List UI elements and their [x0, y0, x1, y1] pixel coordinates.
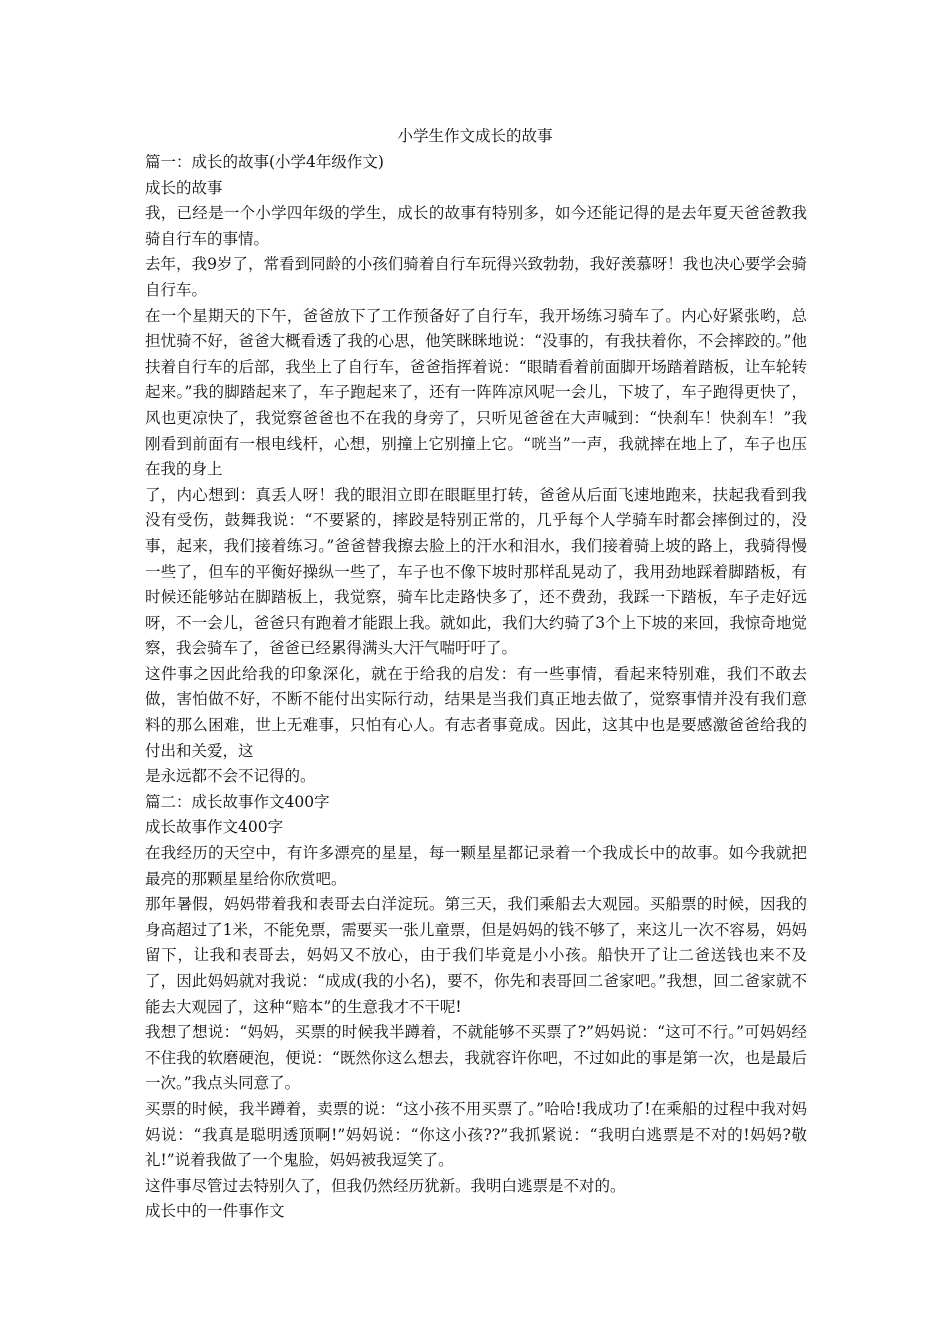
paragraph: 我，已经是一个小学四年级的学生，成长的故事有特别多，如今还能记得的是去年夏天爸爸教我骑自行车的事情。: [145, 204, 807, 248]
paragraph: 我想了想说：“妈妈，买票的时候我半蹲着，不就能够不买票了?”妈妈说：“这可不行。”可妈妈经不住我的软磨硬泡，便说：“既然你这么想去，我就容许你吧，不过如此的事是第一次，也是最后一次。”我点头同意了。: [145, 1023, 807, 1093]
essay-title: 成长的故事: [145, 178, 223, 197]
paragraph: 了，内心想到：真丢人呀！我的眼泪立即在眼眶里打转，爸爸从后面飞速地跑来，扶起我看到我没有受伤，鼓舞我说：“不要紧的，摔跤是特别正常的，几乎每个人学骑车时都会摔倒过的，没事，起来，我们接着练习。”爸爸替我擦去脸上的汗水和泪水，我们接着骑上坡的路上，我骑得慢一些了，但车的平衡好操纵一些了，车子也不像下坡时那样乱晃动了，我用劲地踩着脚踏板，有时候还能够站在脚踏板上，我觉察，骑车比走路快多了，还不费劲，我踩一下踏板，车子走好远呀，不一会儿，爸爸只有跑着才能跟上我。就如此，我们大约骑了3个上下坡的来回，我惊奇地觉察，我会骑车了，爸爸已经累得满头大汗气喘吁吁了。: [145, 485, 807, 658]
paragraph: 买票的时候，我半蹲着，卖票的说：“这小孩不用买票了。”哈哈!我成功了!在乘船的过程中我对妈妈说：“我真是聪明透顶啊!”妈妈说：“你这小孩??”我抓紧说：“我明白逃票是不对的!妈妈?敬礼!”说着我做了一个鬼脸，妈妈被我逗笑了。: [145, 1099, 807, 1170]
document-title: 小学生作文成长的故事: [397, 127, 553, 145]
paragraph: 在一个星期天的下午，爸爸放下了工作预备好了自行车，我开场练习骑车了。内心好紧张哟，总担忧骑不好，爸爸大概看透了我的心思，他笑眯眯地说：“没事的，有我扶着你，不会摔跤的。”他扶着自行车的后部，我坐上了自行车，爸爸指挥着说：“眼睛看着前面脚开场踏着踏板，让车轮转起来。”我的脚踏起来了，车子跑起来了，还有一阵阵凉风呢一会儿，下坡了，车子跑得更快了，风也更凉快了，我觉察爸爸也不在我的身旁了，只听见爸爸在大声喊到：“快刹车！快刹车！”我刚看到前面有一根电线杆，心想，别撞上它别撞上它。“咣当”一声，我就摔在地上了，车子也压在我的身上: [145, 306, 807, 479]
paragraph: 这件事尽管过去特别久了，但我仍然经历犹新。我明白逃票是不对的。: [145, 1176, 626, 1195]
paragraph: 在我经历的天空中，有许多漂亮的星星，每一颗星星都记录着一个我成长中的故事。如今我就把最亮的那颗星星给你欣赏吧。: [145, 844, 807, 888]
document-body: [145, 150, 807, 1225]
section-heading: 篇二：成长故事作文400字: [145, 792, 330, 811]
essay-title: 成长故事作文400字: [145, 818, 284, 837]
paragraph: 是永远都不会不记得的。: [145, 767, 316, 786]
paragraph: 那年暑假，妈妈带着我和表哥去白洋淀玩。第三天，我们乘船去大观园。买船票的时候，因我的身高超过了1米，不能免票，需要买一张儿童票，但是妈妈的钱不够了，来这儿一次不容易，妈妈留下，让我和表哥去，妈妈又不放心，由于我们毕竟是小小孩。船快开了让二爸送钱也来不及了，因此妈妈就对我说：“成成(我的小名)，要不，你先和表哥回二爸家吧。”我想，回二爸家就不能去大观园了，这种“赔本”的生意我才不干呢!: [145, 895, 807, 1016]
essay-title: 成长中的一件事作文: [145, 1202, 285, 1221]
paragraph: 去年，我9岁了，常看到同龄的小孩们骑着自行车玩得兴致勃勃，我好羡慕呀！我也决心要学会骑自行车。: [145, 255, 807, 299]
section-heading: 篇一：成长的故事(小学4年级作文): [145, 153, 384, 171]
paragraph: 这件事之因此给我的印象深化，就在于给我的启发：有一些事情，看起来特别难，我们不敢去做，害怕做不好，不断不能付出实际行动，结果是当我们真正地去做了，觉察事情并没有我们意料的那么困难，世上无难事，只怕有心人。有志者事竟成。因此，这其中也是要感激爸爸给我的付出和关爱，这: [145, 664, 807, 760]
